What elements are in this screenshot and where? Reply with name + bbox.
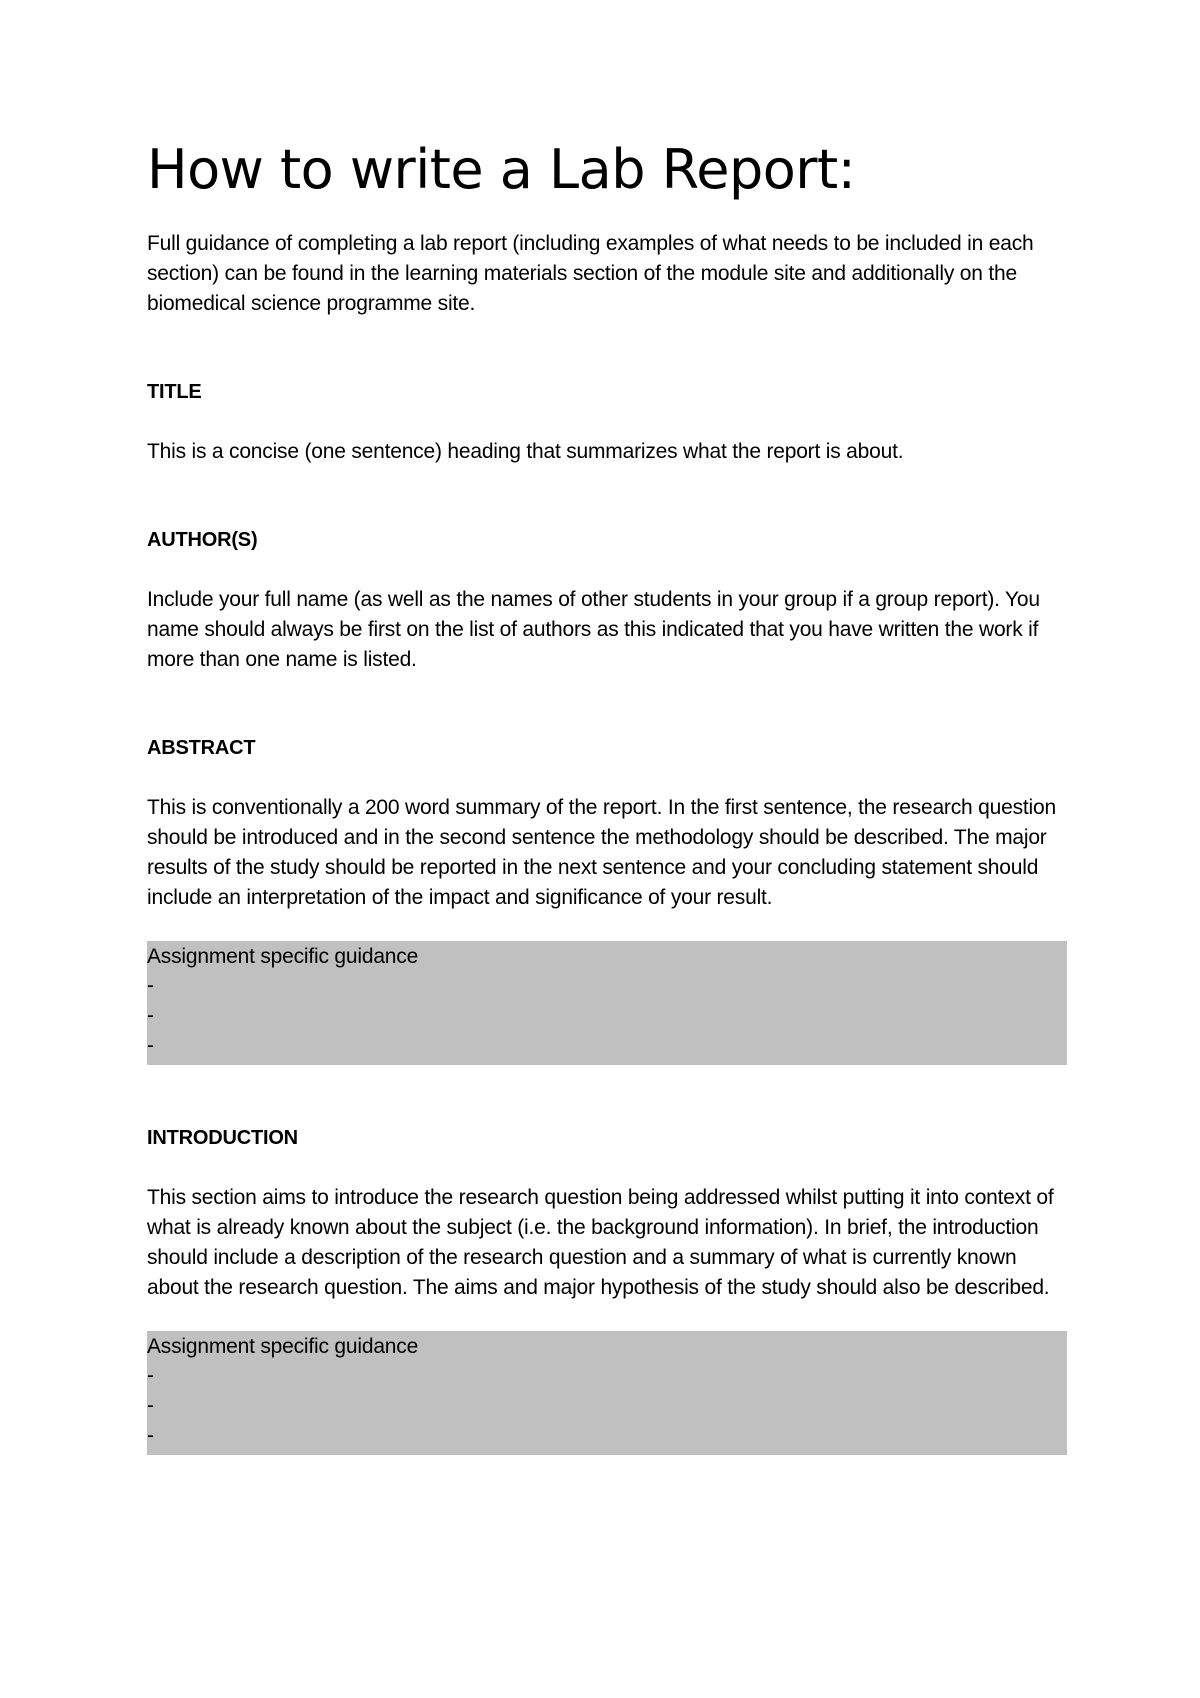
guidance-box	[147, 1331, 1067, 1455]
section-title	[147, 377, 1067, 467]
guidance-bullet: -	[147, 1364, 154, 1388]
section-introduction	[147, 1123, 1067, 1455]
guidance-title: Assignment specific guidance	[147, 945, 419, 969]
section-heading: ABSTRACT	[147, 737, 256, 760]
section-text: This is conventionally a 200 word summary of the report. In the first sentence, the research question should be introduced and in the second sentence the methodology should be described. The major results of the study should be reported in the next sentence and your concluding statement should include an interpretation of the impact and significance of your result.	[147, 796, 1056, 910]
document-title: How to write a Lab Report:	[147, 138, 856, 201]
section-heading: TITLE	[147, 381, 202, 404]
guidance-title: Assignment specific guidance	[147, 1335, 419, 1359]
guidance-bullet: -	[147, 1424, 154, 1448]
section-authors	[147, 525, 1067, 675]
guidance-bullet: -	[147, 974, 154, 998]
section-text: Include your full name (as well as the names of other students in your group if a group report). You name should always be first on the list of authors as this indicated that you have written the work if more than one name is listed.	[147, 588, 1040, 672]
section-text: This is a concise (one sentence) heading that summarizes what the report is about.	[147, 440, 904, 464]
section-heading: AUTHOR(S)	[147, 529, 258, 552]
guidance-bullet: -	[147, 1034, 154, 1058]
guidance-bullet: -	[147, 1004, 154, 1028]
section-abstract	[147, 733, 1067, 1065]
intro-paragraph: Full guidance of completing a lab report (including examples of what needs to be included in each section) can be found in the learning materials section of the module site and additionally on the biomedical science programme site.	[147, 232, 1034, 316]
section-text: This section aims to introduce the research question being addressed whilst putting it into context of what is already known about the subject (i.e. the background information). In brief, the introduction should include a description of the research question and a summary of what is currently known about the research question. The aims and major hypothesis of the study should also be described.	[147, 1186, 1054, 1300]
document-page	[147, 140, 1067, 1513]
section-heading: INTRODUCTION	[147, 1127, 298, 1150]
guidance-box	[147, 941, 1067, 1065]
guidance-bullet: -	[147, 1394, 154, 1418]
